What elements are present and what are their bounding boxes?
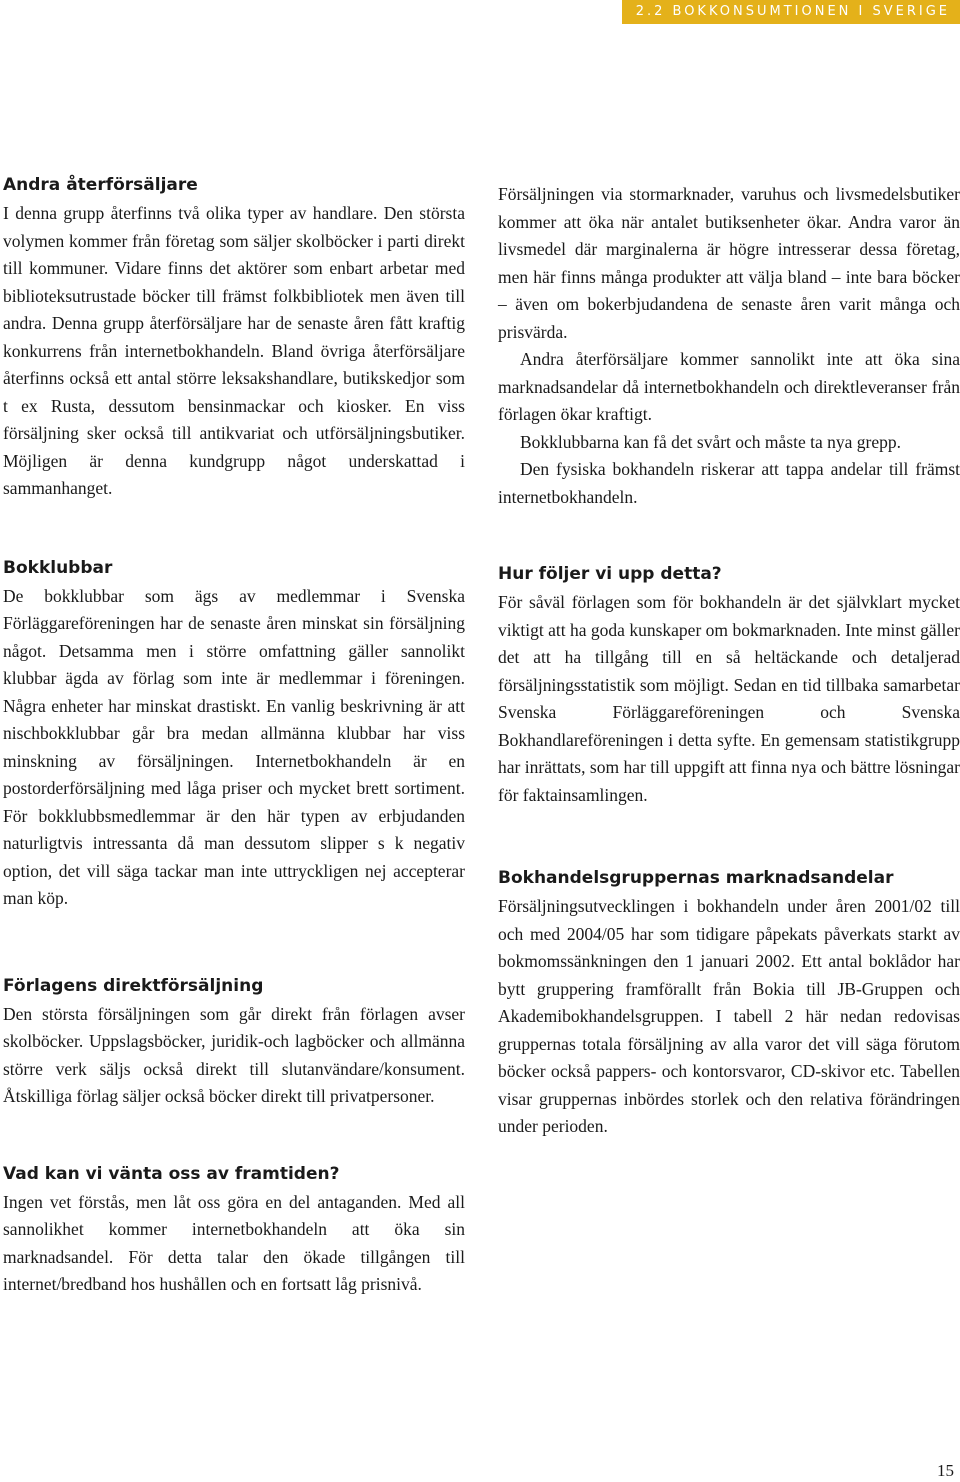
section-body: I denna grupp återfinns två olika typer av handlare. Den största volymen kommer från företag som säljer skolböcker i parti direkt till kommuner. Vidare finns det aktörer som enbart arbetar med biblioteksutrustade böcker till främst folkbibliotek men även till andra. Denna grupp återförsäljare har de senaste åren fått kraftig konkurrens från internetbokhandeln. Bland övriga återförsäljare återfinns också ett antal större leksakshandlare, butikskedjor som t ex Rusta, dessutom bensinmackar och kiosker. En viss försäljning sker också till antikvariat och utförsäljningsbutiker. Möjligen är denna kundgrupp något underskattad i sammanhanget. (3, 203, 465, 498)
right-column (498, 181, 960, 1141)
section-heading: Bokhandelsgruppernas marknadsandelar (498, 868, 894, 888)
paragraph: Den fysiska bokhandeln riskerar att tappa andelar till främst internetbokhandeln. (498, 459, 960, 507)
section-prognos (498, 181, 960, 511)
section-heading: Vad kan vi vänta oss av framtiden? (3, 1163, 340, 1184)
page-number: 15 (937, 1461, 954, 1480)
section-vad-kan-vi-vanta (3, 1163, 465, 1299)
section-heading: Förlagens direktförsäljning (3, 975, 264, 996)
section-heading: Andra återförsäljare (3, 175, 198, 195)
section-body: Den största försäljningen som går direkt från förlagen avser skolböcker. Uppslagsböcker, juridik-och lagböcker och allmänna större verk säljs också direkt till slutanvändare/konsument. Åtskilliga förlag säljer också böcker direkt till privatpersoner. (3, 1003, 465, 1106)
paragraph: Andra återförsäljare kommer sannolikt inte att öka sina marknadsandelar då internetbokhandeln och direktleveranser från förlagen ökar kraftigt. (498, 349, 960, 424)
section-heading: Hur följer vi upp detta? (498, 564, 722, 584)
section-body: Försäljningsutvecklingen i bokhandeln under åren 2001/02 till och med 2004/05 har som tidigare påpekats påverkats starkt av bokmomssänkningen den 1 januari 2002. Ett antal boklådor har bytt gruppering framförallt från Bokia till JB-Gruppen och Akademibokhandelsgruppen. I tabell 2 här nedan redovisas gruppernas totala försäljning av alla varor det vill säga förutom böcker också pappers- och kontorsvaror, CD-skivor etc. Tabellen visar gruppernas inbördes storlek och den relativa förändringen under perioden. (498, 896, 960, 1136)
section-andra-aterforsaljare (3, 174, 465, 503)
section-body: De bokklubbar som ägs av medlemmar i Svenska Förläggareföreningen har de senaste åren minskat sin försäljning något. Detsamma men i större omfattning gäller sannolikt klubbar ägda av förlag som inte är medlemmar i föreningen. Några enheter har minskat drastiskt. En vanlig beskrivning är att nischbokklubbar går bra medan allmänna klubbar har viss minskning av försäljningen. Internetbokhandeln är en postorderförsäljning med låga priser och mycket brett sortiment. För bokklubbsmedlemmar är den här typen av erbjudanden naturligtvis intressanta då man dessutom slipper s k negativ option, det vill säga tackar man inte uttryckligen nej accepterar man köp. (3, 585, 465, 908)
section-body: För såväl förlagen som för bokhandeln är det självklart mycket viktigt att ha goda kunskaper om bokmarknaden. Inte minst gäller det att ha tillgång till en så heltäckande och detaljerad försäljningsstatistik som möjligt. Sedan en tid tillbaka samarbetar Svenska Förläggareföreningen och Svenska Bokhandlareföreningen i detta syfte. En gemensam statistikgrupp har inrättats, som har till uppgift att finna nya och bättre lösningar för faktainsamlingen. (498, 592, 960, 805)
paragraph: Bokklubbarna kan få det svårt och måste ta nya grepp. (520, 431, 901, 452)
section-heading: Bokklubbar (3, 557, 113, 578)
section-bokklubbar (3, 557, 465, 913)
left-column (3, 174, 465, 1299)
paragraph: Försäljningen via stormarknader, varuhus och livsmedelsbutiker kommer att öka när antalet butiksenheter ökar. Andra varor än livsmedel där marginalerna är högre intresserar dessa företag, men här finns många produkter att välja bland – inte bara böcker – även om bokerbjudandena de senaste åren varit många och prisvärda. (498, 184, 960, 342)
running-header: 2.2 BOKKONSUMTIONEN I SVERIGE (622, 0, 960, 24)
section-forlagens-direktforsaljning (3, 975, 465, 1111)
section-marknadsandelar (498, 867, 960, 1141)
section-hur-foljer-vi-upp (498, 563, 960, 809)
section-body: Ingen vet förstås, men låt oss göra en del antaganden. Med all sannolikhet kommer internetbokhandeln att öka sin marknadsandel. För detta talar den ökade tillgången till internet/bredband hos hushållen och en fortsatt låg prisnivå. (3, 1191, 465, 1294)
